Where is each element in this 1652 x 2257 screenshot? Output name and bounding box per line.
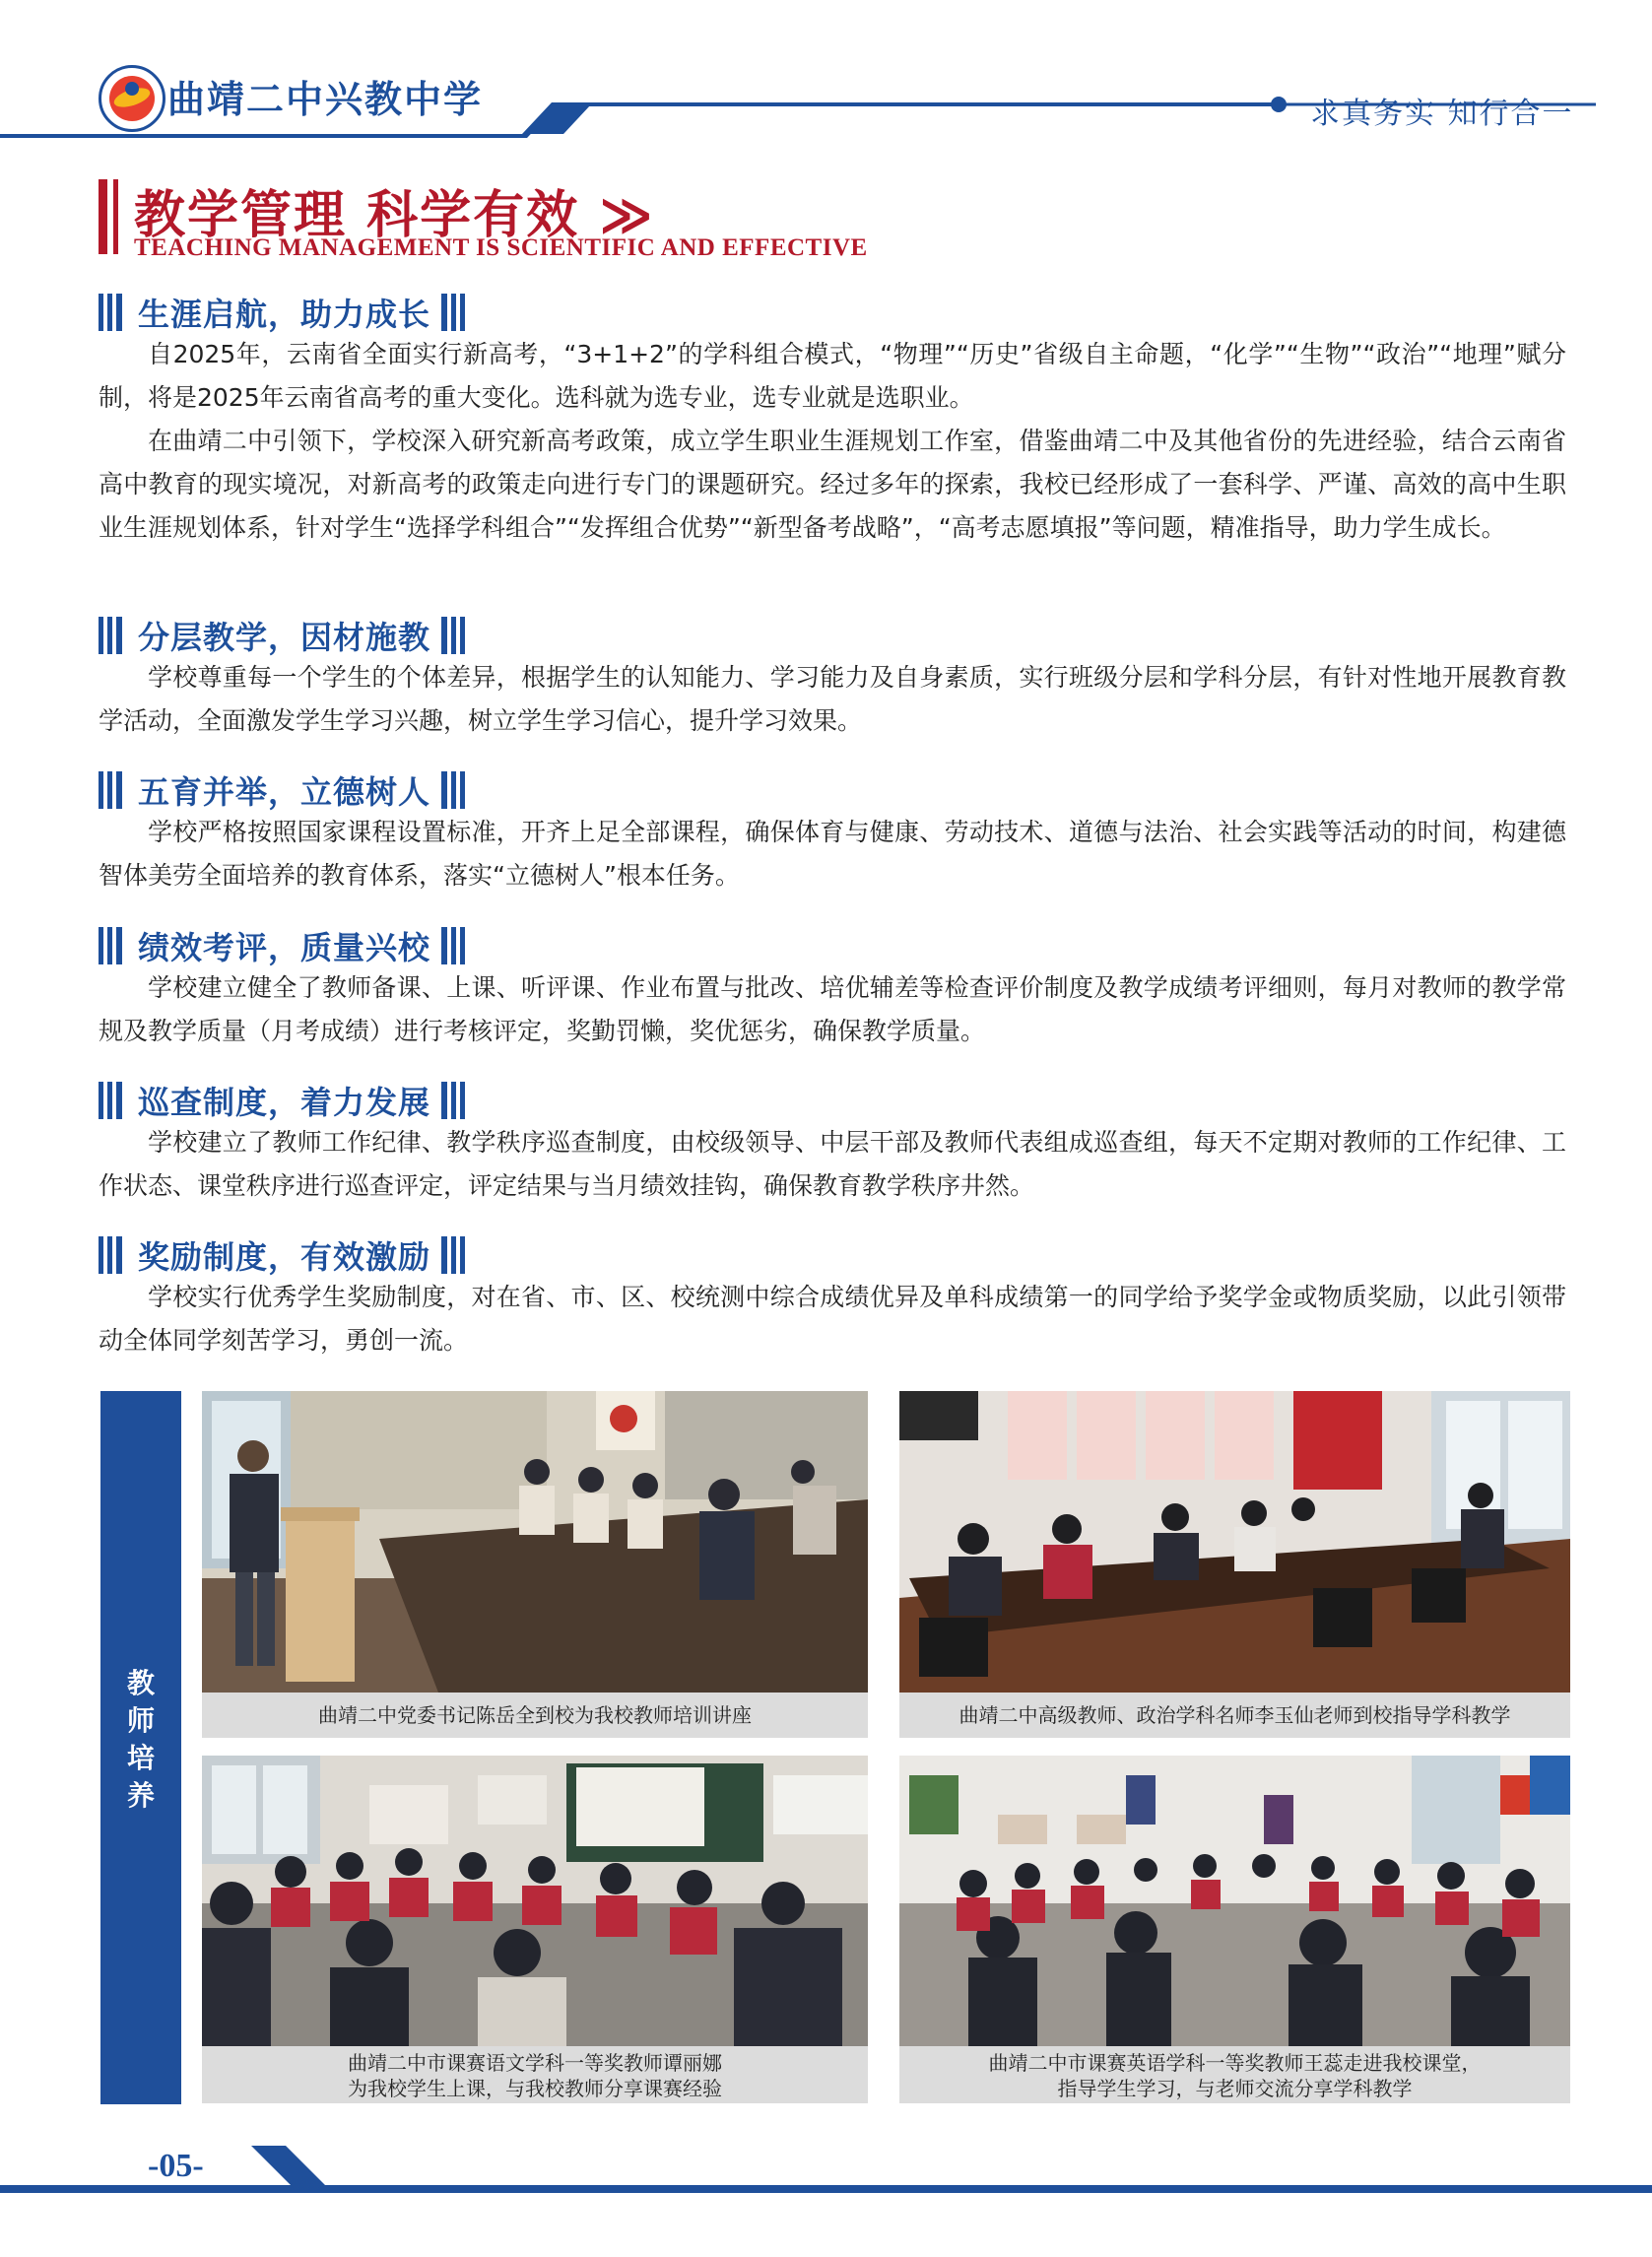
meeting-scene-image	[899, 1391, 1570, 1693]
photo-caption: 曲靖二中高级教师、政治学科名师李玉仙老师到校指导学科教学	[899, 1693, 1570, 1738]
section-title: 分层教学，因材施教	[138, 619, 431, 656]
photo-english-class	[899, 1756, 1570, 2103]
section-bars-icon	[99, 771, 124, 809]
section-bars-icon	[441, 771, 467, 809]
section-five-education	[99, 763, 1566, 897]
photo-caption: 曲靖二中党委书记陈岳全到校为我校教师培训讲座	[202, 1693, 868, 1738]
photo-caption: 曲靖二中市课赛语文学科一等奖教师谭丽娜 为我校学生上课，与我校教师分享课赛经验	[202, 2046, 868, 2103]
section-paragraph: 学校实行优秀学生奖励制度，对在省、市、区、校统测中综合成绩优异及单科成绩第一的同学给予奖学金或物质奖励，以此引领带动全体同学刻苦学习，勇创一流。	[99, 1283, 1566, 1355]
section-bars-icon	[441, 927, 467, 964]
section-paragraph: 在曲靖二中引领下，学校深入研究新高考政策，成立学生职业生涯规划工作室，借鉴曲靖二中及其他省份的先进经验，结合云南省高中教育的现实境况，对新高考的政策走向进行专门的课题研究。经过多年的探索，我校已经形成了一套科学、严谨、高效的高中生职业生涯规划体系，针对学生“选择学科组合”“发挥组合优势”“新型备考战略”，“高考志愿填报”等问题，精准指导，助力学生成长。	[99, 427, 1566, 542]
section-paragraph: 学校严格按照国家课程设置标准，开齐上足全部课程，确保体育与健康、劳动技术、道德与法治、社会实践等活动的时间，构建德智体美劳全面培养的教育体系，落实“立德树人”根本任务。	[99, 818, 1566, 890]
page-number: -05-	[148, 2148, 204, 2184]
section-paragraph: 学校建立了教师工作纪律、教学秩序巡查制度，由校级领导、中层干部及教师代表组成巡查组，每天不定期对教师的工作纪律、工作状态、课堂秩序进行巡查评定，评定结果与当月绩效挂钩，确保教育教学秩序井然。	[99, 1128, 1566, 1200]
section-inspection	[99, 1074, 1566, 1208]
section-title: 奖励制度，有效激励	[138, 1238, 431, 1276]
section-career	[99, 286, 1566, 550]
section-title: 绩效考评，质量兴校	[138, 929, 431, 966]
section-bars-icon	[99, 617, 124, 654]
chinese-class-scene-image	[202, 1756, 868, 2046]
photo-meeting	[899, 1391, 1570, 1738]
section-tiered-teaching	[99, 609, 1566, 743]
section-bars-icon	[441, 617, 467, 654]
title-accent-bar	[99, 179, 107, 254]
section-performance	[99, 919, 1566, 1053]
school-motto: 求真务实 知行合一	[1310, 97, 1574, 131]
section-title: 生涯启航，助力成长	[138, 296, 431, 333]
footer-decor	[0, 2128, 1652, 2207]
school-name: 曲靖二中兴教中学	[167, 78, 484, 121]
photo-chinese-class	[202, 1756, 868, 2103]
page-subtitle-en: TEACHING MANAGEMENT IS SCIENTIFIC AND EFFECTIVE	[134, 234, 868, 261]
section-bars-icon	[441, 1236, 467, 1274]
motto-dot-icon	[1271, 97, 1287, 112]
school-logo	[99, 65, 165, 132]
lecture-scene-image	[202, 1391, 868, 1693]
title-accent-bar	[113, 179, 118, 254]
section-bars-icon	[99, 1236, 124, 1274]
section-bars-icon	[99, 294, 124, 331]
photo-lecture	[202, 1391, 868, 1738]
section-bars-icon	[99, 1082, 124, 1119]
section-paragraph: 学校尊重每一个学生的个体差异，根据学生的认知能力、学习能力及自身素质，实行班级分层和学科分层，有针对性地开展教育教学活动，全面激发学生学习兴趣，树立学生学习信心，提升学习效果。	[99, 663, 1566, 735]
section-bars-icon	[441, 294, 467, 331]
section-paragraph: 学校建立健全了教师备课、上课、听评课、作业布置与批改、培优辅差等检查评价制度及教学成绩考评细则，每月对教师的教学常规及教学质量（月考成绩）进行考核评定，奖勤罚懒，奖优惩劣，确保教学质量。	[99, 973, 1566, 1045]
teacher-training-label: 教 师 培 养	[126, 1667, 155, 1812]
page-title: 教学管理 科学有效 ≫	[134, 186, 655, 245]
section-bars-icon	[441, 1082, 467, 1119]
section-title: 五育并举，立德树人	[138, 773, 431, 811]
section-bars-icon	[99, 927, 124, 964]
english-class-scene-image	[899, 1756, 1570, 2046]
section-title: 巡查制度，着力发展	[138, 1084, 431, 1121]
page-header	[0, 0, 1652, 148]
footer-line	[0, 2185, 1652, 2193]
photo-caption: 曲靖二中市课赛英语学科一等奖教师王蕊走进我校课堂， 指导学生学习，与老师交流分享学科教学	[899, 2046, 1570, 2103]
section-paragraph: 自2025年，云南省全面实行新高考，“3+1+2”的学科组合模式，“物理”“历史”省级自主命题，“化学”“生物”“政治”“地理”赋分制，将是2025年云南省高考的重大变化。选科就为选专业，选专业就是选职业。	[99, 340, 1566, 412]
section-rewards	[99, 1228, 1566, 1362]
